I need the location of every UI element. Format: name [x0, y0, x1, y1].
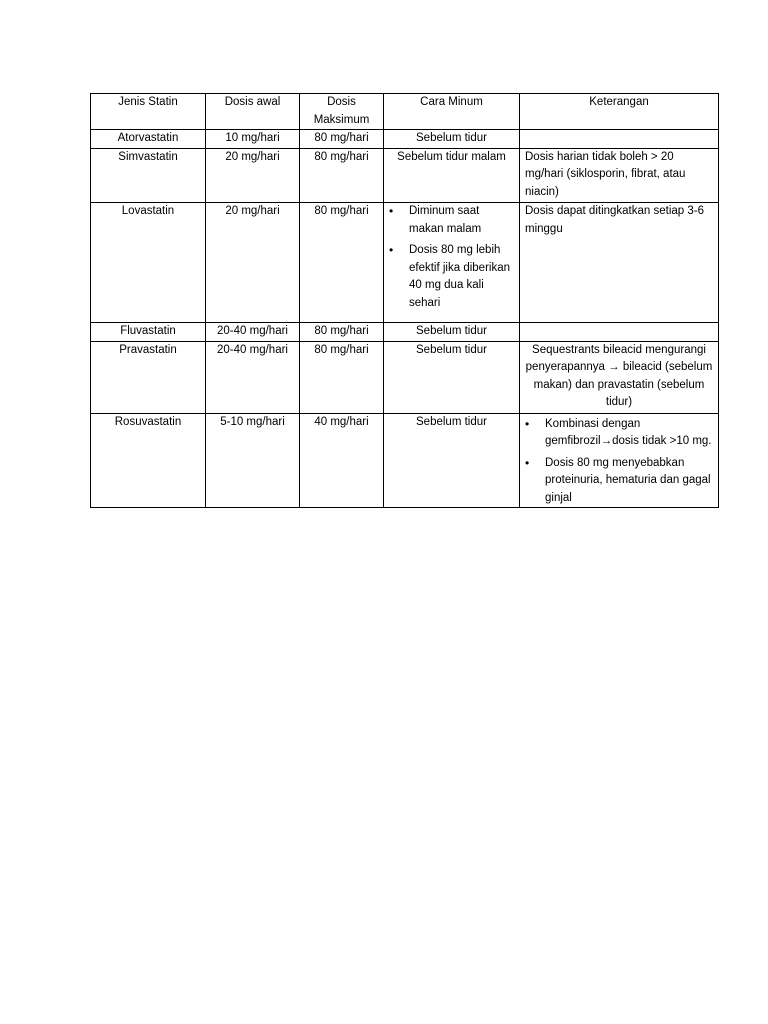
cell-cara: Sebelum tidur [384, 341, 520, 413]
cell-jenis: Rosuvastatin [91, 413, 206, 508]
statin-table [90, 93, 719, 508]
cell-keterangan: Dosis harian tidak boleh > 20 mg/hari (siklosporin, fibrat, atau niacin) [520, 148, 719, 203]
list-item: • Kombinasi dengan gemfibrozil→dosis tidak >10 mg. [523, 416, 715, 451]
header-maks-line2: Maksimum [313, 113, 370, 126]
table-row [91, 341, 719, 413]
cell-dosis-awal: 20 mg/hari [206, 203, 300, 323]
cell-jenis: Fluvastatin [91, 323, 206, 342]
cara-list [387, 203, 516, 312]
list-item: • Dosis 80 mg menyebabkan proteinuria, hematuria dan gagal ginjal [523, 455, 715, 508]
header-keterangan: Keterangan [520, 94, 719, 130]
cell-keterangan [520, 130, 719, 149]
cell-jenis: Simvastatin [91, 148, 206, 203]
header-cara-minum: Cara Minum [384, 94, 520, 130]
cell-keterangan: Sequestrants bileacid mengurangi penyerapannya → bileacid (sebelum makan) dan pravastatin (sebelum tidur) [520, 341, 719, 413]
cell-keterangan [520, 323, 719, 342]
keterangan-list [523, 416, 715, 508]
table-row [91, 413, 719, 508]
cell-dosis-maks: 80 mg/hari [300, 203, 384, 323]
table-row [91, 323, 719, 342]
list-item: • Diminum saat makan malam [387, 203, 516, 238]
cell-dosis-maks: 80 mg/hari [300, 130, 384, 149]
cell-dosis-awal: 5-10 mg/hari [206, 413, 300, 508]
cell-jenis: Atorvastatin [91, 130, 206, 149]
cell-dosis-awal: 20-40 mg/hari [206, 323, 300, 342]
list-item: • Dosis 80 mg lebih efektif jika diberikan 40 mg dua kali sehari [387, 242, 516, 312]
header-jenis: Jenis Statin [91, 94, 206, 130]
table-row [91, 148, 719, 203]
cell-dosis-awal: 20-40 mg/hari [206, 341, 300, 413]
table-row [91, 203, 719, 323]
cell-jenis: Lovastatin [91, 203, 206, 323]
cell-cara: Sebelum tidur [384, 323, 520, 342]
cell-dosis-maks: 40 mg/hari [300, 413, 384, 508]
cell-cara: Sebelum tidur [384, 413, 520, 508]
cell-dosis-maks: 80 mg/hari [300, 341, 384, 413]
cell-dosis-maks: 80 mg/hari [300, 323, 384, 342]
cell-keterangan [520, 413, 719, 508]
cell-dosis-awal: 20 mg/hari [206, 148, 300, 203]
table-row [91, 130, 719, 149]
cell-cara [384, 203, 520, 323]
cell-cara: Sebelum tidur malam [384, 148, 520, 203]
header-dosis-maksimum [300, 94, 384, 130]
cell-dosis-maks: 80 mg/hari [300, 148, 384, 203]
header-row [91, 94, 719, 130]
cell-dosis-awal: 10 mg/hari [206, 130, 300, 149]
cell-keterangan: Dosis dapat ditingkatkan setiap 3-6 minggu [520, 203, 719, 323]
header-dosis-awal: Dosis awal [206, 94, 300, 130]
header-maks-line1: Dosis [327, 96, 356, 108]
cell-jenis: Pravastatin [91, 341, 206, 413]
cell-cara: Sebelum tidur [384, 130, 520, 149]
